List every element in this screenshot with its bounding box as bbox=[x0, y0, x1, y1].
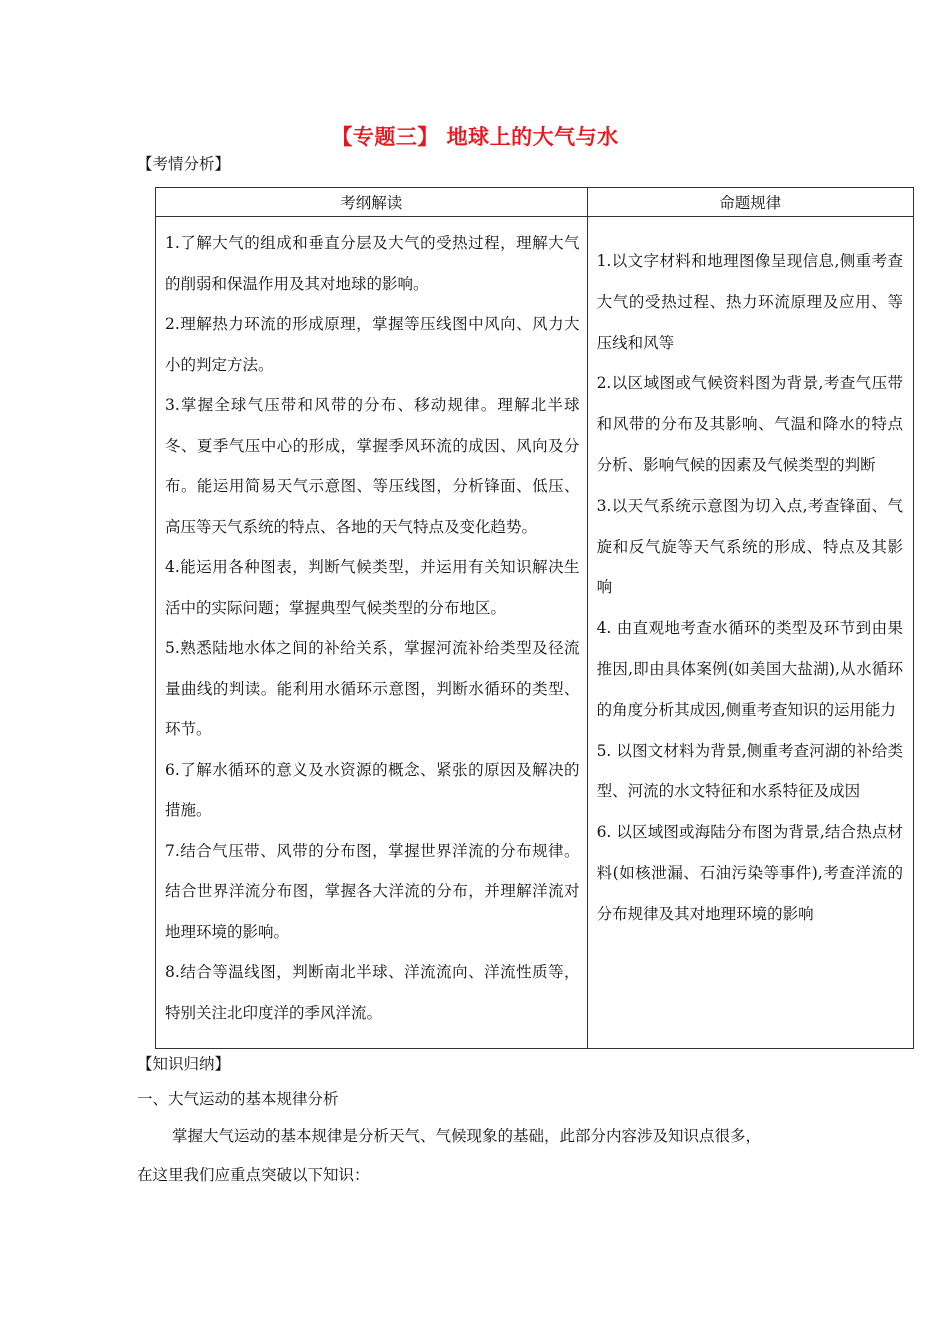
table-header-outline: 考纲解读 bbox=[156, 188, 588, 217]
section-label-knowledge: 【知识归纳】 bbox=[137, 1055, 231, 1073]
outline-cell bbox=[156, 217, 588, 1049]
table-header-row bbox=[156, 188, 914, 217]
pattern-item-4: 4. 由直观地考查水循环的类型及环节到由果推因,即由具体案例(如美国大盐湖),从水循环的角度分析其成因,侧重考查知识的运用能力 bbox=[596, 619, 903, 719]
section-label-analysis: 【考情分析】 bbox=[137, 155, 231, 173]
pattern-item-2: 2.以区域图或气候资料图为背景,考查气压带和风带的分布及其影响、气温和降水的特点分析、影响气候的因素及气候类型的判断 bbox=[596, 374, 903, 474]
outline-item-3: 3.掌握全球气压带和风带的分布、移动规律。理解北半球冬、夏季气压中心的形成，掌握季风环流的成因、风向及分布。能运用简易天气示意图、等压线图，分析锋面、低压、高压等天气系统的特点、各地的天气特点及变化趋势。 bbox=[165, 396, 580, 536]
body-paragraph-line-2: 在这里我们应重点突破以下知识： bbox=[137, 1166, 370, 1184]
section-heading-1: 一、大气运动的基本规律分析 bbox=[137, 1090, 339, 1108]
outline-item-2: 2.理解热力环流的形成原理，掌握等压线图中风向、风力大小的判定方法。 bbox=[165, 315, 580, 374]
outline-item-5: 5.熟悉陆地水体之间的补给关系，掌握河流补给类型及径流量曲线的判读。能利用水循环示意图，判断水循环的类型、环节。 bbox=[165, 639, 580, 738]
pattern-item-6: 6. 以区域图或海陆分布图为背景,结合热点材料(如核泄漏、石油污染等事件),考查洋流的分布规律及其对地理环境的影响 bbox=[596, 823, 903, 923]
analysis-table bbox=[155, 187, 914, 1049]
pattern-item-5: 5. 以图文材料为背景,侧重考查河湖的补给类型、河流的水文特征和水系特征及成因 bbox=[596, 741, 903, 801]
outline-item-6: 6.了解水循环的意义及水资源的概念、紧张的原因及解决的措施。 bbox=[165, 760, 580, 819]
pattern-item-3: 3.以天气系统示意图为切入点,考查锋面、气旋和反气旋等天气系统的形成、特点及其影响 bbox=[596, 496, 903, 597]
outline-item-4: 4.能运用各种图表，判断气候类型，并运用有关知识解决生活中的实际问题；掌握典型气候类型的分布地区。 bbox=[165, 558, 580, 617]
table-header-pattern: 命题规律 bbox=[587, 188, 913, 217]
body-paragraph-line-1: 掌握大气运动的基本规律是分析天气、气候现象的基础，此部分内容涉及知识点很多， bbox=[172, 1127, 762, 1145]
page-title: 【专题三】 地球上的大气与水 bbox=[331, 125, 619, 149]
pattern-cell bbox=[587, 217, 913, 1049]
outline-item-1: 1.了解大气的组成和垂直分层及大气的受热过程，理解大气的削弱和保温作用及其对地球的影响。 bbox=[165, 234, 580, 293]
outline-item-8: 8.结合等温线图，判断南北半球、洋流流向、洋流性质等，特别关注北印度洋的季风洋流。 bbox=[165, 963, 580, 1022]
outline-item-7: 7.结合气压带、风带的分布图，掌握世界洋流的分布规律。结合世界洋流分布图，掌握各大洋流的分布，并理解洋流对地理环境的影响。 bbox=[165, 841, 580, 941]
pattern-item-1: 1.以文字材料和地理图像呈现信息,侧重考查大气的受热过程、热力环流原理及应用、等压线和风等 bbox=[596, 252, 903, 352]
table-row bbox=[156, 217, 914, 1049]
